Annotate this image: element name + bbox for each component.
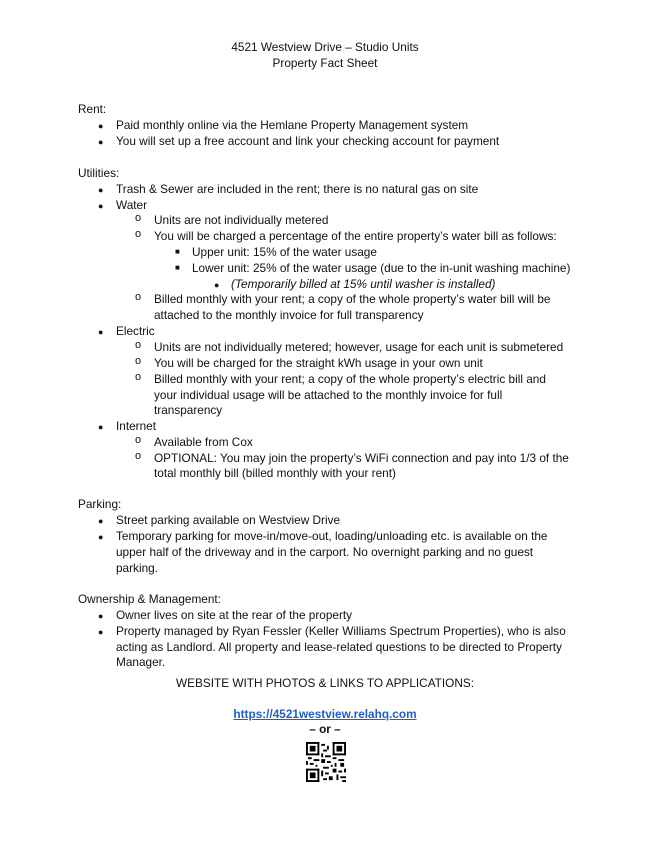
circle-bullet-icon: o [135,434,142,446]
website-heading: WEBSITE WITH PHOTOS & LINKS TO APPLICATIONS: [175,676,475,690]
or-separator: – or – [309,722,341,736]
ownership-item-2-line-3: Manager. [116,655,166,669]
water-temp-note: (Temporarily billed at 15% until washer is installed) [231,277,496,291]
ownership-item-2-line-2: acting as Landlord. All property and lease-related questions to be directed to Property [116,640,562,654]
utilities-heading: Utilities: [78,166,120,180]
website-link[interactable]: https://4521westview.relahq.com [233,707,417,721]
electric-sub-3-line-1: Billed monthly with your rent; a copy of the whole property’s electric bill and [154,372,546,386]
water-upper: Upper unit: 15% of the water usage [192,245,377,259]
rent-item-2: You will set up a free account and link your checking account for payment [116,134,500,148]
internet-sub-1: Available from Cox [154,435,253,449]
electric-sub-1: Units are not individually metered; however, usage for each unit is submetered [154,340,564,354]
circle-bullet-icon: o [135,450,142,462]
bullet-icon: ● [98,611,104,621]
water-sub-2: You will be charged a percentage of the entire property’s water bill as follows: [154,229,557,243]
parking-item-1: Street parking available on Westview Drive [116,513,341,527]
bullet-icon: ● [98,532,104,542]
circle-bullet-icon: o [135,291,142,303]
water-label: Water [116,198,148,212]
internet-sub-2-line-1: OPTIONAL: You may join the property’s WiFi connection and pay into 1/3 of the [154,451,569,465]
rent-heading: Rent: [78,102,107,116]
electric-sub-3-line-2: your individual usage will be attached to the monthly invoice for full [154,388,503,402]
circle-bullet-icon: o [135,355,142,367]
water-sub-3-line-1: Billed monthly with your rent; a copy of the whole property’s water bill will be [154,292,551,306]
square-bullet-icon: ■ [175,263,180,272]
electric-sub-3-line-3: transparency [154,403,223,417]
bullet-icon: ● [98,327,104,337]
parking-item-2-line-2: upper half of the driveway and in the carport. No overnight parking and no guest [116,545,534,559]
bullet-icon: ● [98,121,104,131]
parking-item-2-line-1: Temporary parking for move-in/move-out, loading/unloading etc. is available on the [116,529,548,543]
electric-label: Electric [116,324,155,338]
parking-item-2-line-3: parking. [116,561,158,575]
circle-bullet-icon: o [135,212,142,224]
bullet-icon: ● [98,201,104,211]
circle-bullet-icon: o [135,371,142,383]
circle-bullet-icon: o [135,228,142,240]
ownership-item-1: Owner lives on site at the rear of the property [116,608,353,622]
document-subtitle: Property Fact Sheet [272,56,378,70]
bullet-icon: ● [98,137,104,147]
ownership-heading: Ownership & Management: [78,592,221,606]
utilities-trash: Trash & Sewer are included in the rent; there is no natural gas on site [116,182,479,196]
internet-label: Internet [116,419,157,433]
internet-sub-2-line-2: total monthly bill (billed monthly with your rent) [154,466,396,480]
circle-bullet-icon: o [135,339,142,351]
bullet-icon: ● [98,185,104,195]
bullet-icon: ● [98,422,104,432]
bullet-icon: ● [214,280,220,290]
water-lower: Lower unit: 25% of the water usage (due to the in-unit washing machine) [192,261,571,275]
parking-heading: Parking: [78,497,122,511]
water-sub-1: Units are not individually metered [154,213,329,227]
bullet-icon: ● [98,627,104,637]
rent-item-1: Paid monthly online via the Hemlane Property Management system [116,118,469,132]
ownership-item-2-line-1: Property managed by Ryan Fessler (Keller Williams Spectrum Properties), who is also [116,624,566,638]
water-sub-3-line-2: attached to the monthly invoice for full transparency [154,308,424,322]
bullet-icon: ● [98,516,104,526]
document-title: 4521 Westview Drive – Studio Units [231,40,419,54]
electric-sub-2: You will be charged for the straight kWh usage in your own unit [154,356,483,370]
square-bullet-icon: ■ [175,247,180,256]
qr-code-icon[interactable] [306,742,346,782]
